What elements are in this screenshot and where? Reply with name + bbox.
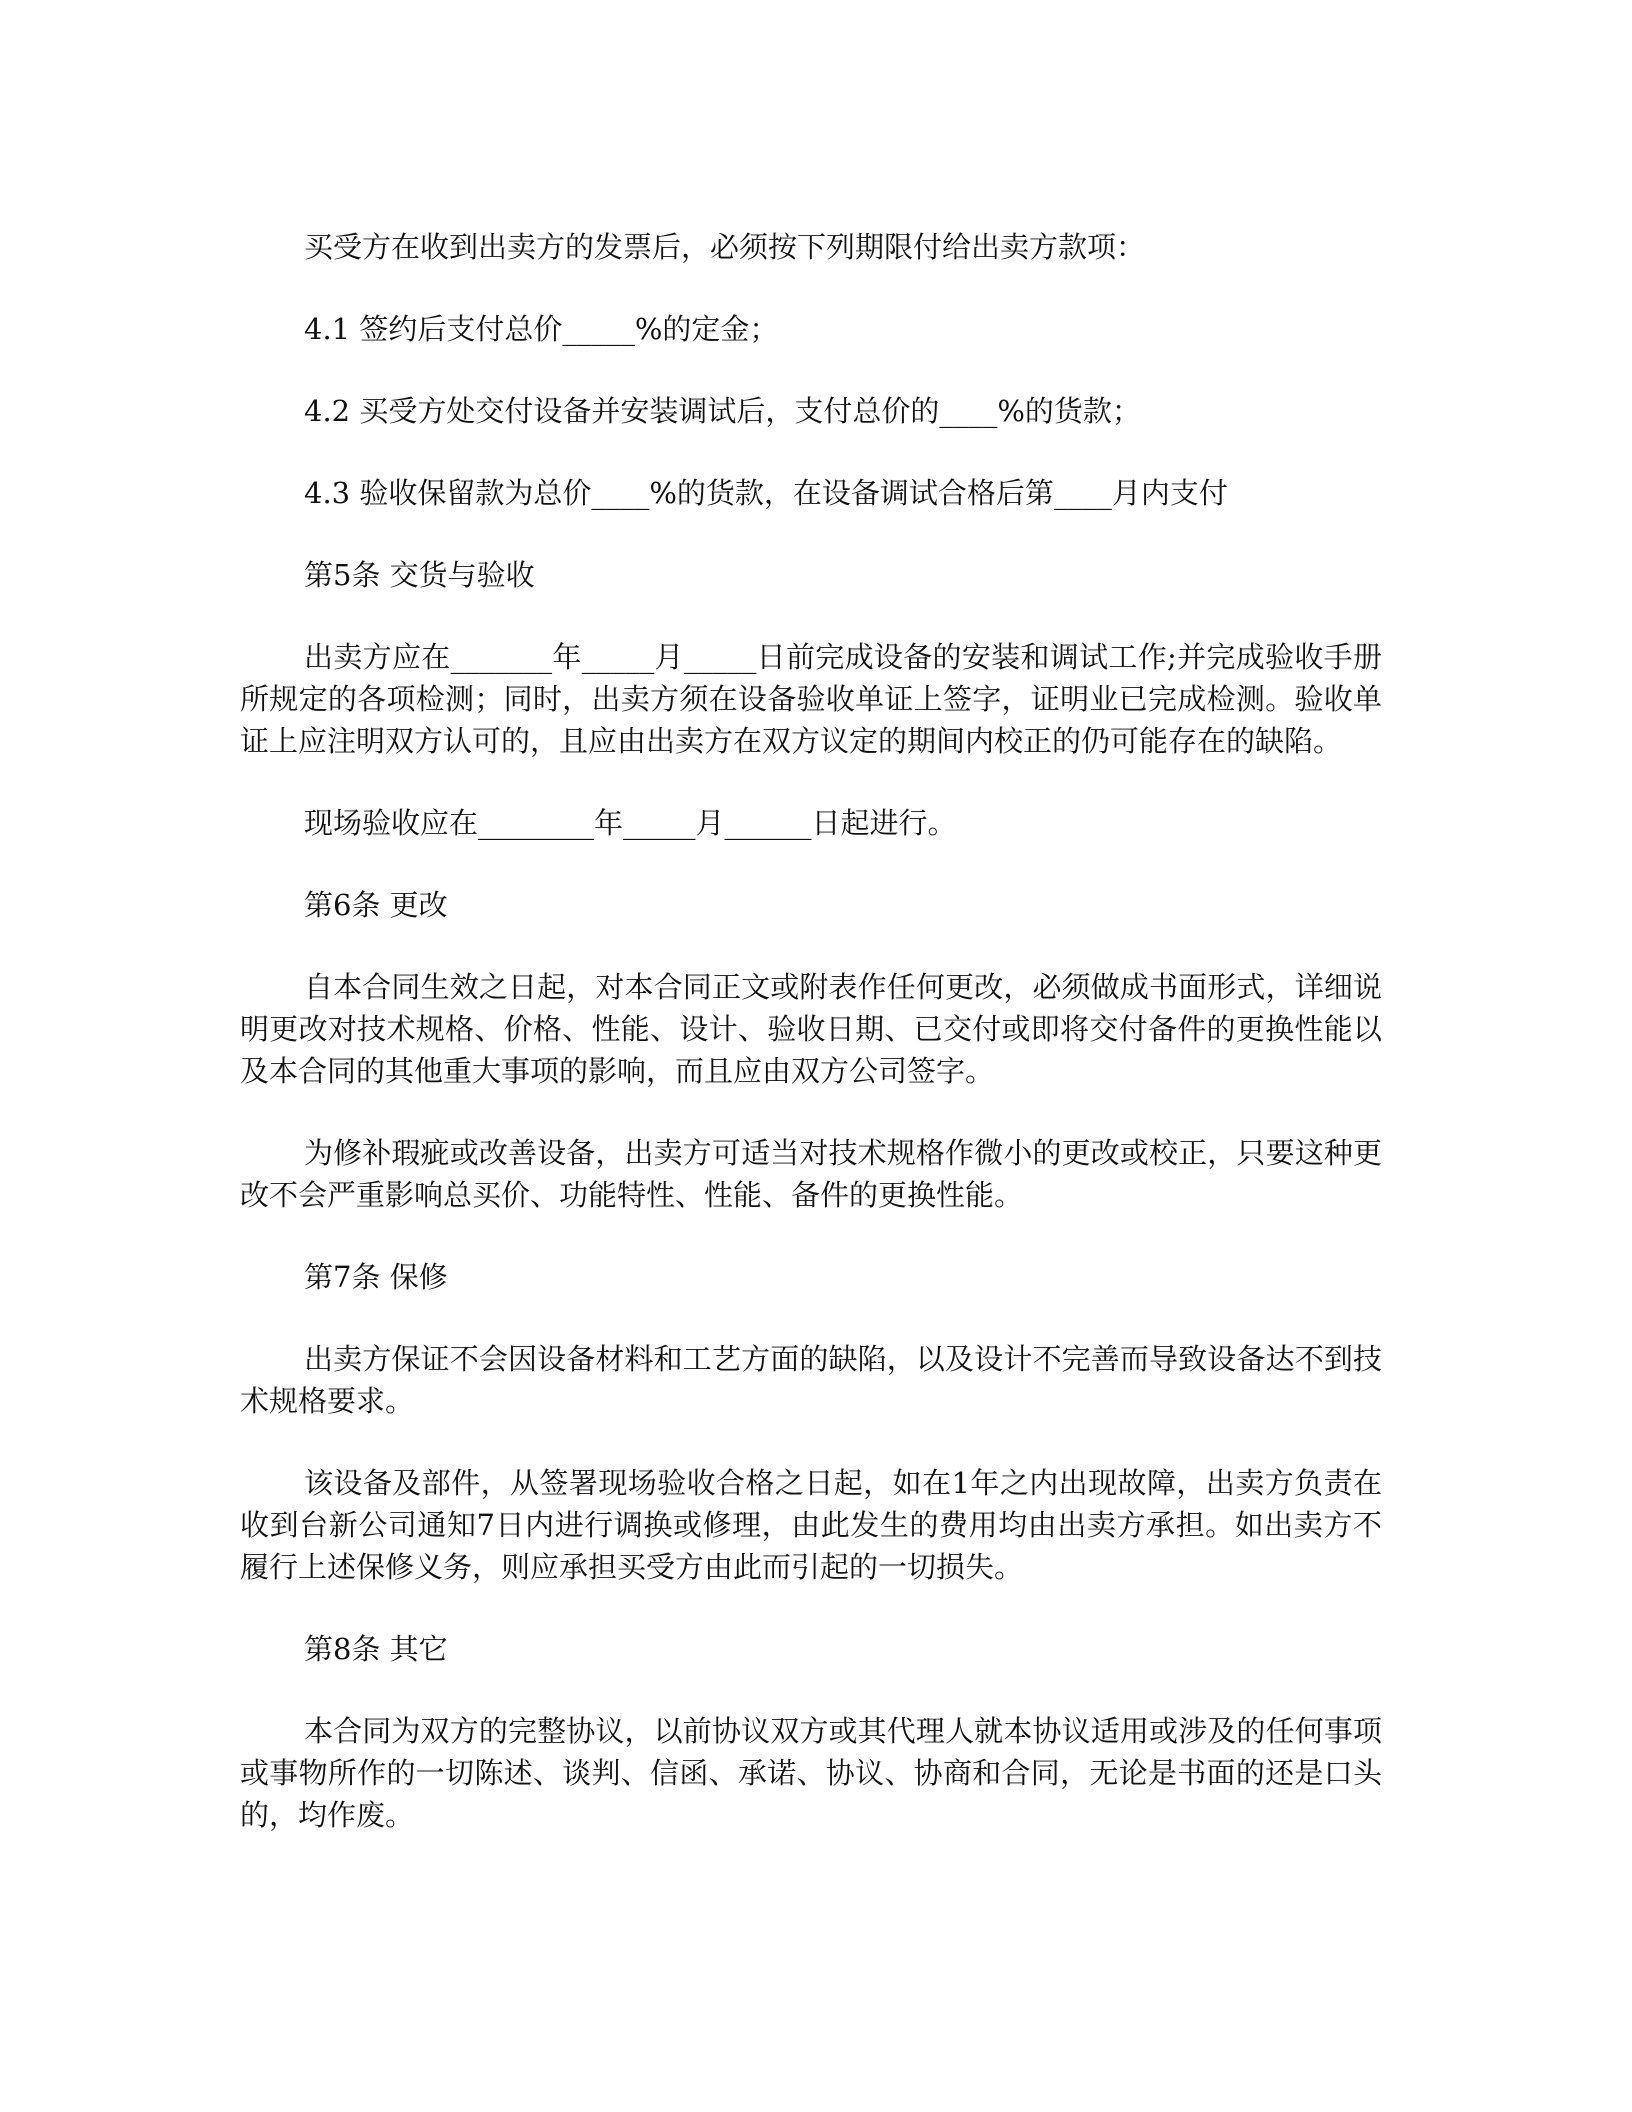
- delivery-acceptance-paragraph: 出卖方应在_______年_____月_____日前完成设备的安装和调试工作;并完成验收手册所规定的各项检测；同时，出卖方须在设备验收单证上签字，证明业已完成检测。验收单证上应注明双方认可的，且应由出卖方在双方议定的期间内校正的仍可能存在的缺陷。: [240, 640, 1382, 758]
- entire-agreement-paragraph: 本合同为双方的完整协议，以前协议双方或其代理人就本协议适用或涉及的任何事项或事物所作的一切陈述、谈判、信函、承诺、协议、协商和合同，无论是书面的还是口头的，均作废。: [240, 1714, 1382, 1832]
- article-5-heading: 第5条 交货与验收: [304, 558, 535, 592]
- site-acceptance-paragraph: 现场验收应在________年_____月______日起进行。: [304, 806, 957, 840]
- article-6-heading: 第6条 更改: [304, 888, 448, 922]
- clause-4-1-paragraph: 4.1 签约后支付总价_____%的定金；: [304, 312, 779, 346]
- article-8-heading: 第8条 其它: [304, 1632, 448, 1666]
- warranty-period-paragraph: 该设备及部件，从签署现场验收合格之日起，如在1年之内出现故障，出卖方负责在收到台新公司通知7日内进行调换或修理，由此发生的费用均由出卖方承担。如出卖方不履行上述保修义务，则应承担买受方由此而引起的一切损失。: [240, 1466, 1382, 1584]
- document-page: [240, 226, 1382, 1836]
- payment-intro-paragraph: 买受方在收到出卖方的发票后，必须按下列期限付给出卖方款项：: [304, 230, 1146, 264]
- clause-4-2-paragraph: 4.2 买受方处交付设备并安装调试后，支付总价的____%的货款；: [304, 394, 1141, 428]
- clause-4-3-paragraph: 4.3 验收保留款为总价____%的货款，在设备调试合格后第____月内支付: [304, 476, 1228, 510]
- amendment-paragraph: 自本合同生效之日起，对本合同正文或附表作任何更改，必须做成书面形式，详细说明更改对技术规格、价格、性能、设计、验收日期、已交付或即将交付备件的更换性能以及本合同的其他重大事项的影响，而且应由双方公司签字。: [240, 970, 1382, 1088]
- article-7-heading: 第7条 保修: [304, 1260, 448, 1294]
- minor-change-paragraph: 为修补瑕疵或改善设备，出卖方可适当对技术规格作微小的更改或校正，只要这种更改不会严重影响总买价、功能特性、性能、备件的更换性能。: [240, 1136, 1382, 1212]
- warranty-guarantee-paragraph: 出卖方保证不会因设备材料和工艺方面的缺陷，以及设计不完善而导致设备达不到技术规格要求。: [240, 1342, 1382, 1418]
